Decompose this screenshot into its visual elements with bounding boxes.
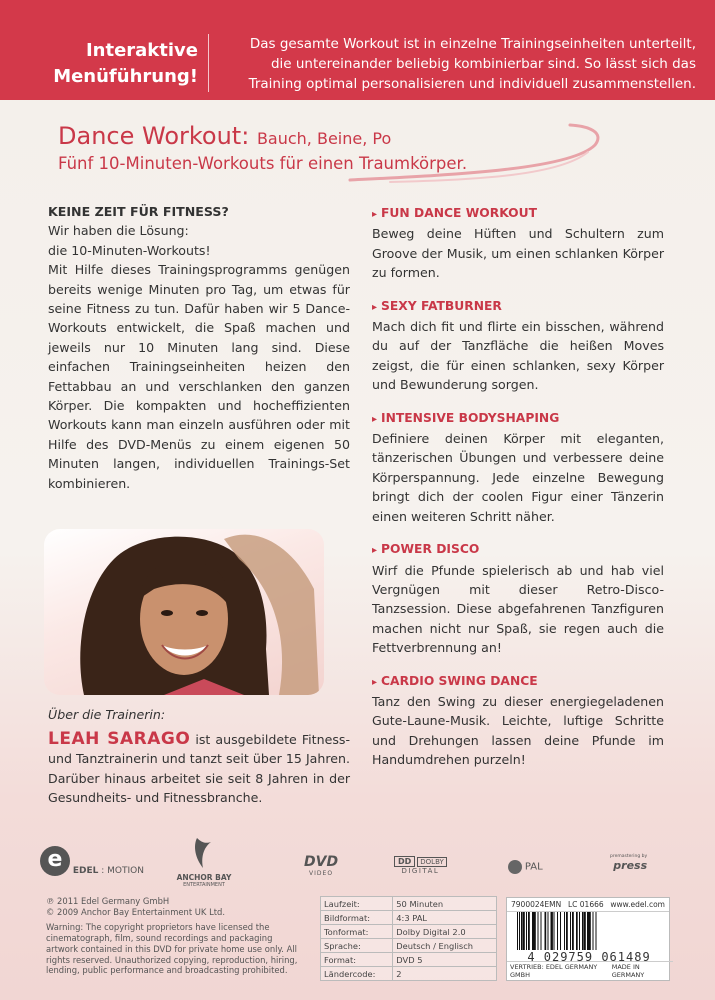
arrow-icon: ▸ bbox=[372, 413, 378, 425]
trainer-bio-text: ist ausgebildete Fitness- und Tanztrainerin und tanzt seit über 15 Jahren. Darüber hinaus arbeitet sie seit 8 Jahren in der Gesundheits- und Fitnessbranche. bbox=[48, 732, 350, 806]
barcode-bar bbox=[548, 912, 549, 950]
workout-description: Definiere deinen Körper mit eleganten, tänzerischen Übungen und verbessere deine Körperspannung. Jede einzelne Bewegung bringt dich der coolen Figur einer Tänzerin einen weiteren Schritt näher. bbox=[372, 431, 664, 524]
barcode-bar bbox=[566, 912, 568, 950]
intro-column bbox=[48, 202, 350, 493]
arrow-icon: ▸ bbox=[372, 545, 378, 557]
barcode-bar bbox=[582, 912, 584, 950]
press-logo bbox=[610, 854, 647, 872]
made-in: MADE IN GERMANY bbox=[611, 963, 645, 979]
spec-value: 4:3 PAL bbox=[393, 911, 497, 925]
intro-line: die 10-Minuten-Workouts! bbox=[48, 242, 211, 258]
banner-headline bbox=[28, 38, 198, 90]
barcode-bar bbox=[572, 912, 574, 950]
catalog-number: 7900024EMN bbox=[511, 900, 562, 909]
table-row bbox=[321, 953, 497, 967]
dolby-sub: DIGITAL bbox=[401, 867, 440, 875]
dvd-sub: VIDEO bbox=[309, 870, 334, 877]
barcode-number: 4 029759 061489 bbox=[527, 950, 651, 964]
intro-line: Wir haben die Lösung: bbox=[48, 223, 189, 239]
motion-text: MOTION bbox=[107, 866, 144, 876]
barcode-bar bbox=[551, 912, 553, 950]
dolby-double-d-icon: DD bbox=[394, 856, 415, 867]
spec-value: DVD 5 bbox=[393, 953, 497, 967]
trainer-photo bbox=[44, 529, 324, 695]
banner-description-line: Das gesamte Workout ist in einzelne Trainingseinheiten unterteilt, bbox=[249, 36, 696, 52]
edel-e-icon: e bbox=[40, 846, 70, 876]
workout-title bbox=[372, 204, 664, 224]
barcode-header bbox=[507, 898, 669, 912]
logo-row bbox=[40, 840, 680, 890]
table-row bbox=[321, 925, 497, 939]
label-code: LC 01666 bbox=[567, 900, 604, 909]
barcode bbox=[515, 912, 663, 950]
banner-headline-line: Menüführung! bbox=[53, 66, 198, 87]
website: www.edel.com bbox=[610, 900, 665, 909]
workout-title bbox=[372, 297, 664, 317]
barcode-bar bbox=[534, 912, 536, 950]
barcode-bar bbox=[557, 912, 558, 950]
table-row bbox=[321, 967, 497, 981]
banner-description bbox=[218, 34, 696, 94]
anchor-bay-text: ANCHOR BAY bbox=[176, 873, 232, 882]
arrow-icon: ▸ bbox=[372, 209, 378, 220]
spec-label: Laufzeit: bbox=[321, 897, 393, 911]
copyright-line: ℗ 2011 Edel Germany GmbH bbox=[46, 896, 170, 906]
legal-text bbox=[46, 896, 306, 976]
barcode-bar bbox=[538, 912, 539, 950]
barcode-bar bbox=[545, 912, 547, 950]
workout-sections bbox=[372, 204, 664, 784]
workout-title bbox=[372, 409, 664, 429]
workout-title-text: FUN DANCE WORKOUT bbox=[381, 206, 537, 220]
intro-body: Mit Hilfe dieses Trainingsprogramms genügen bereits wenige Minuten pro Tag, um etwas für seine Fitness zu tun. Dafür haben wir 5 Dance-Workouts entwickelt, die Spaß machen und jeweils nur 10 Minuten lang sind. Diese einfachen Trainingseinheiten heizen den Fettabbau an und verschlanken den ganzen Körper. Die kompakten und hocheffizienten Workouts kann man einzeln ausführen oder mit Hilfe des DVD-Menüs zu einem eigenen 50 Minuten langen, individuellen Trainings-Set kombinieren. bbox=[48, 262, 350, 491]
title-block bbox=[58, 122, 467, 173]
barcode-bar bbox=[521, 912, 523, 950]
workout-description: Beweg deine Hüften und Schultern zum Groove der Musik, um einen schlanken Körper zu formen. bbox=[372, 226, 664, 281]
barcode-bar bbox=[564, 912, 565, 950]
workout-section bbox=[372, 540, 664, 657]
barcode-bar bbox=[584, 912, 586, 950]
spec-value: Deutsch / Englisch bbox=[393, 939, 497, 953]
barcode-bar bbox=[526, 912, 527, 950]
arrow-icon: ▸ bbox=[372, 301, 378, 313]
page-subtitle: Fünf 10-Minuten-Workouts für einen Traumkörper. bbox=[58, 154, 468, 173]
spec-label: Sprache: bbox=[321, 939, 393, 953]
table-row bbox=[321, 911, 497, 925]
workout-section bbox=[372, 409, 664, 526]
anchor-bay-sub: ENTERTAINMENT bbox=[183, 882, 225, 888]
distributor: VERTRIEB: EDEL GERMANY GMBH bbox=[510, 963, 598, 979]
barcode-bar bbox=[523, 912, 525, 950]
barcode-bar bbox=[596, 912, 597, 950]
barcode-bar bbox=[579, 912, 580, 950]
anchor-icon bbox=[191, 836, 217, 870]
banner-description-line: die untereinander beliebig kombinierbar sind. So lässt sich das bbox=[270, 56, 696, 72]
barcode-bar bbox=[554, 912, 555, 950]
workout-title-text: SEXY FATBURNER bbox=[381, 298, 502, 313]
dolby-digital-logo bbox=[394, 856, 447, 875]
spec-label: Bildformat: bbox=[321, 911, 393, 925]
trainer-bio bbox=[48, 730, 350, 808]
arrow-icon: ▸ bbox=[372, 676, 378, 688]
barcode-bar bbox=[570, 912, 571, 950]
workout-title bbox=[372, 672, 664, 692]
spec-label: Ländercode: bbox=[321, 967, 393, 981]
pal-logo bbox=[508, 860, 543, 874]
press-text: press bbox=[613, 859, 648, 872]
barcode-bar bbox=[528, 912, 530, 950]
dvd-video-logo bbox=[304, 854, 338, 877]
title-main: Dance Workout: bbox=[58, 122, 250, 150]
spec-value: 50 Minuten bbox=[393, 897, 497, 911]
barcode-bar bbox=[576, 912, 578, 950]
trainer-heading: Über die Trainerin: bbox=[48, 707, 166, 722]
edel-text: EDEL bbox=[72, 866, 99, 876]
workout-title bbox=[372, 540, 664, 560]
copyright-line: © 2009 Anchor Bay Entertainment UK Ltd. bbox=[46, 906, 225, 917]
barcode-box bbox=[506, 897, 670, 981]
table-row bbox=[321, 897, 497, 911]
edel-motion-logo: e EDEL : MOTION bbox=[40, 846, 144, 876]
workout-title-text: POWER DISCO bbox=[381, 542, 480, 557]
spec-label: Tonformat: bbox=[321, 925, 393, 939]
banner-divider bbox=[208, 34, 209, 92]
page-title bbox=[58, 122, 467, 150]
barcode-bar bbox=[517, 912, 518, 950]
trainer-portrait bbox=[44, 529, 324, 695]
banner-headline-line: Interaktive bbox=[85, 40, 198, 61]
header-banner bbox=[0, 0, 715, 100]
barcode-bar bbox=[560, 912, 561, 950]
anchor-bay-logo bbox=[174, 836, 234, 888]
barcode-footer bbox=[507, 961, 673, 980]
copyright-warning: Warning: The copyright proprietors have licensed the cinematograph, film, sound recordings and packaging artwork contained in this DVD for private home use only. All rights reserved. Unauthorized copying, reproduction, hiring, lending, public performance and broadcasting prohibited. bbox=[46, 921, 298, 976]
pal-text: PAL bbox=[524, 861, 543, 873]
workout-section bbox=[372, 297, 664, 395]
workout-description: Mach dich fit und flirte ein bisschen, während du auf der Tanzfläche die heißen Moves zeigst, die für einen schlanken, sexy Körper und Bewunderung sorgen. bbox=[372, 319, 664, 393]
workout-section bbox=[372, 672, 664, 770]
workout-title-text: INTENSIVE BODYSHAPING bbox=[381, 410, 560, 425]
specs-table bbox=[320, 896, 497, 981]
title-sub: Bauch, Beine, Po bbox=[256, 129, 392, 148]
workout-title-text: CARDIO SWING DANCE bbox=[381, 673, 538, 688]
barcode-bar bbox=[541, 912, 542, 950]
globe-icon bbox=[508, 860, 522, 874]
intro-heading: KEINE ZEIT FÜR FITNESS? bbox=[48, 204, 229, 219]
spec-value: 2 bbox=[393, 967, 497, 981]
dolby-text: DOLBY bbox=[417, 857, 447, 867]
spec-value: Dolby Digital 2.0 bbox=[393, 925, 497, 939]
spec-label: Format: bbox=[321, 953, 393, 967]
barcode-bar bbox=[589, 912, 591, 950]
workout-description: Wirf die Pfunde spielerisch ab und hab viel Vergnügen mit dieser Retro-Disco-Tanzsession. Diese abgefahrenen Tanzfiguren machen nicht nur Spaß, sie regen auch die Fettverbrennung an! bbox=[372, 562, 664, 656]
workout-description: Tanz den Swing zu dieser energiegeladenen Gute-Laune-Musik. Leichte, luftige Schritte und Drehungen lassen deine Pfunde im Handumdrehen purzeln! bbox=[372, 693, 664, 768]
barcode-bar bbox=[593, 912, 594, 950]
workout-section bbox=[372, 204, 664, 283]
dvd-text: DVD bbox=[304, 854, 339, 870]
barcode-bar bbox=[519, 912, 520, 950]
table-row bbox=[321, 939, 497, 953]
press-top-text: premastering by bbox=[610, 854, 648, 859]
banner-description-line: Training optimal personalisieren und individuell zusammenstellen. bbox=[248, 76, 696, 92]
trainer-name: LEAH SARAGO bbox=[48, 729, 191, 749]
